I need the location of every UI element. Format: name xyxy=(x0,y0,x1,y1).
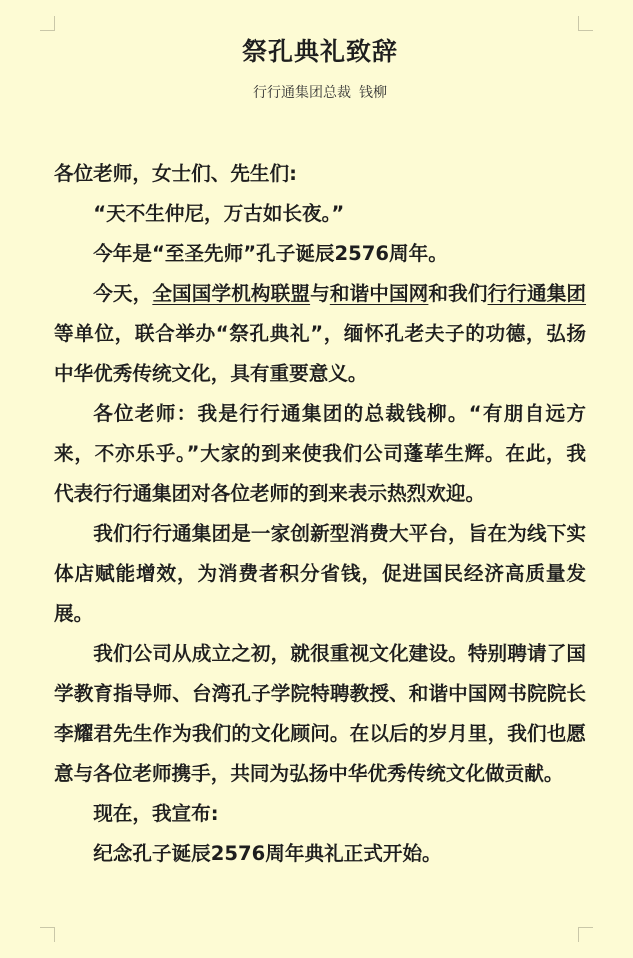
organizers-tail: 等单位，联合举办“祭孔典礼”，缅怀孔老夫子的功德，弘扬中华优秀传统文化，具有重要意义。 xyxy=(54,322,586,385)
quote-paragraph: “天不生仲尼，万古如长夜。” xyxy=(93,202,345,225)
org-link-national-alliance: 全国国学机构联盟 xyxy=(152,282,311,305)
crop-mark-bottom-right xyxy=(578,927,593,942)
document-page xyxy=(54,30,586,874)
crop-mark-top-right xyxy=(578,16,593,31)
organizers-join-1: 与 xyxy=(310,282,330,305)
author-name: 钱柳 xyxy=(359,85,387,101)
welcome-paragraph: 各位老师：我是行行通集团的总裁钱柳。“有朋自远方来，不亦乐乎。”大家的到来使我们公司蓬荜生辉。在此，我代表行行通集团对各位老师的到来表示热烈欢迎。 xyxy=(54,402,586,505)
organizers-join-2: 和我们 xyxy=(428,282,488,305)
salutation: 各位老师，女士们、先生们: xyxy=(54,162,297,185)
organizers-lead: 今天， xyxy=(93,282,153,305)
author-line xyxy=(54,80,586,106)
document-title: 祭孔典礼致辞 xyxy=(241,37,398,66)
org-link-xingxingtong: 行行通集团 xyxy=(487,282,587,305)
org-link-harmony-china: 和谐中国网 xyxy=(329,282,429,305)
opening-paragraph: 纪念孔子诞辰2576周年典礼正式开始。 xyxy=(93,842,442,865)
anniversary-paragraph: 今年是“至圣先师”孔子诞辰2576周年。 xyxy=(93,242,448,265)
company-paragraph: 我们行行通集团是一家创新型消费大平台，旨在为线下实体店赋能增效，为消费者积分省钱，促进国民经济高质量发展。 xyxy=(54,522,586,625)
organizers-paragraph xyxy=(54,274,586,394)
speech-body xyxy=(54,154,586,874)
crop-mark-top-left xyxy=(40,16,55,31)
culture-paragraph: 我们公司从成立之初，就很重视文化建设。特别聘请了国学教育指导师、台湾孔子学院特聘教授、和谐中国网书院院长李耀君先生作为我们的文化顾问。在以后的岁月里，我们也愿意与各位老师携手，共同为弘扬中华优秀传统文化做贡献。 xyxy=(54,642,586,785)
author-org: 行行通集团总裁 xyxy=(253,85,351,101)
crop-mark-bottom-left xyxy=(40,927,55,942)
announce-paragraph: 现在，我宣布: xyxy=(93,802,219,825)
